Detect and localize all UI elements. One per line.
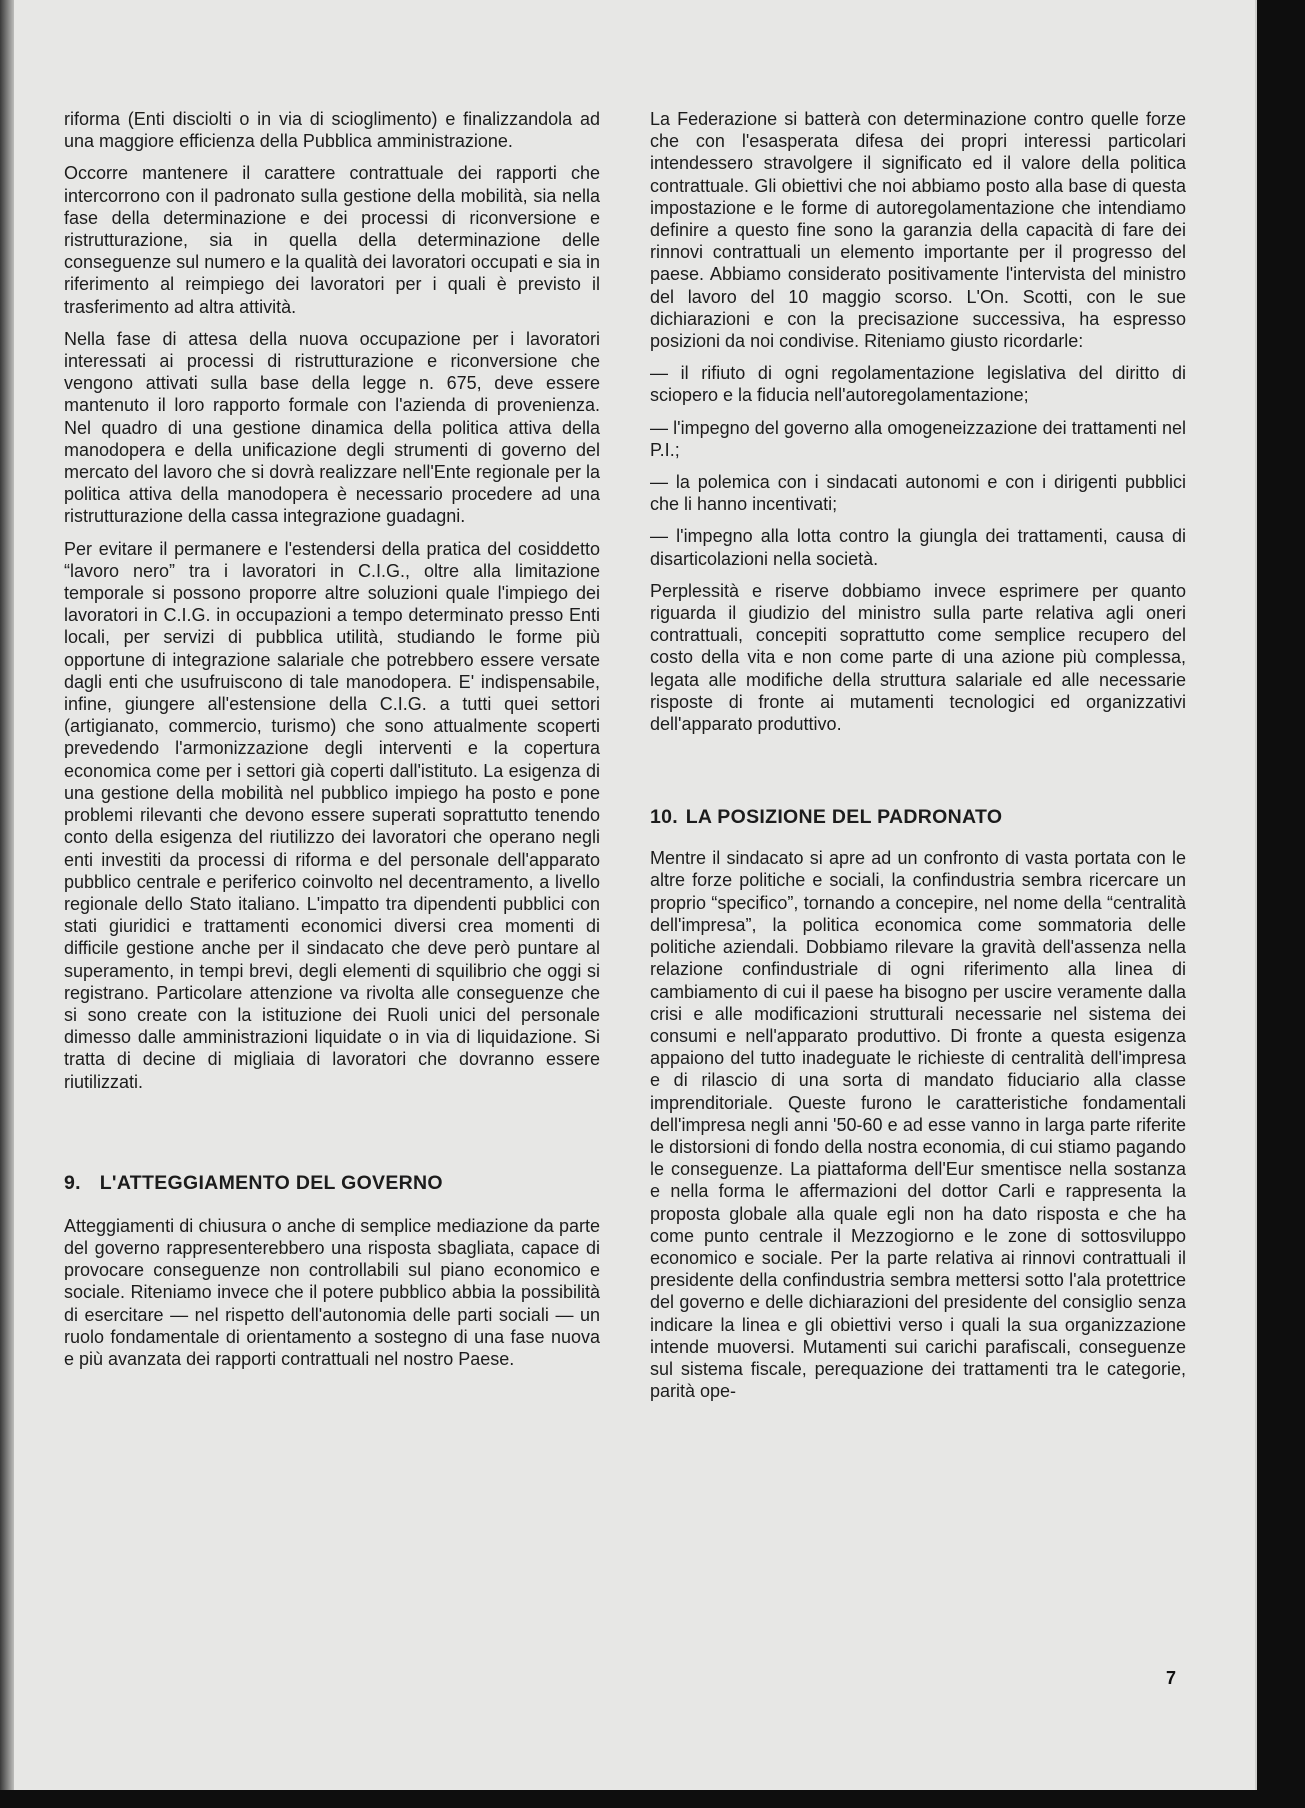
paragraph: Per evitare il permanere e l'estendersi della pratica del cosiddetto “lavoro nero” tra i lavoratori in C.I.G., oltre alla limitazione temporale si possono proporre altre soluzioni quale l'impiego dei lavoratori in C.I.G. in occupazioni a tempo determinato presso Enti locali, per servizi di pubblica utilità, studiando le forme più opportune di integrazione salariale che potrebbero essere versate dagli enti che usufruiscono di tale manodopera. E' indispensabile, infine, giungere all'estensione della C.I.G. a tutti quei settori (artigianato, commercio, turismo) che sono attualmente scoperti prevedendo l'armonizzazione degli interventi e la copertura economica come per i settori già coperti dall'istituto. La esigenza di una gestione della mobilità nel pubblico impiego ha posto e pone problemi rilevanti che devono essere superati soprattutto tenendo conto della esigenza del riutilizzo dei lavoratori che operano negli enti investiti da processi di riforma e del personale dell'apparato pubblico centrale e periferico coinvolto nel decentramento, a livello regionale dello Stato italiano. L'impatto tra dipendenti pubblici con stati giuridici e trattamenti economici diversi crea momenti di difficile gestione anche per il sindacato che deve però puntare al superamento, in tempi brevi, degli elementi di squilibrio che oggi si registrano. Particolare attenzione va rivolta alle conseguenze che si sono create con la istituzione dei Ruoli unici del personale dimesso dalle amministrazioni liquidate o in via di liquidazione. Si tratta di decine di migliaia di lavoratori che dovranno essere riutilizzati. — [64, 538, 600, 1092]
page-spine-shadow — [0, 0, 14, 1790]
paragraph: Atteggiamenti di chiusura o anche di semplice mediazione da parte del governo rappresenterebbero una risposta sbagliata, capace di provocare conseguenze non controllabili sul piano economico e sociale. Riteniamo invece che il potere pubblico abbia la possibilità di esercitare — nel rispetto dell'autonomia delle parti sociali — un ruolo fondamentale di orientamento a sostegno di una fase nuova e più avanzata dei rapporti contrattuali nel nostro Paese. — [64, 1215, 600, 1369]
section-heading-9 — [64, 1171, 600, 1195]
section-title: L'ATTEGGIAMENTO DEL GOVERNO — [99, 1171, 443, 1194]
list-item: — l'impegno del governo alla omogeneizzazione dei trattamenti nel P.I.; — [650, 417, 1186, 460]
paragraph: riforma (Enti disciolti o in via di scioglimento) e finalizzandola ad una maggiore efficienza della Pubblica amministrazione. — [64, 109, 600, 152]
paragraph: Nella fase di attesa della nuova occupazione per i lavoratori interessati ai processi di ristrutturazione e riconversione che vengono attivati sulla base della legge n. 675, deve essere mantenuto il loro rapporto formale con l'azienda di provenienza. Nel quadro di una gestione dinamica della politica attiva della manodopera e della unificazione degli strumenti di governo del mercato del lavoro che si dovrà realizzare nell'Ente regionale per la politica attiva della manodopera è necessario procedere ad una ristrutturazione della cassa integrazione guadagni. — [64, 328, 600, 527]
section-title: LA POSIZIONE DEL PADRONATO — [685, 806, 1003, 829]
left-column — [64, 108, 600, 1380]
page-number: 7 — [1166, 1668, 1177, 1688]
paragraph: Mentre il sindacato si apre ad un confronto di vasta portata con le altre forze politiche e sociali, la confindustria sembra ricercare un proprio “specifico”, tornando a concepire, nel nome della “centralità dell'impresa”, la politica economica come sommatoria delle politiche aziendali. Dobbiamo rilevare la gravità dell'assenza nella relazione confindustriale di ogni riferimento alla linea di cambiamento di cui il paese ha bisogno per uscire veramente dalla crisi e alle modificazioni strutturali necessarie nel sistema dei consumi e nell'apparato produttivo. Di fronte a questa esigenza appaiono del tutto inadeguate le richieste di centralità dell'impresa e di rilascio di una sorta di mandato fiduciario alla classe imprenditoriale. Queste furono le caratteristiche fondamentali dell'impresa negli anni '50-60 e ad esse vanno in larga parte riferite le distorsioni di fondo della nostra economia, di cui stiamo pagando le conseguenze. La piattaforma dell'Eur smentisce nella sostanza e nella forma le affermazioni del dottor Carli e rappresenta la proposta globale alla quale egli non ha dato risposta e che ha come punto centrale il Mezzogiorno e le zone di sottosviluppo economico e sociale. Per la parte relativa ai rinnovi contrattuali il presidente della confindustria sembra mettersi sotto l'ala protettrice del governo e delle dichiarazioni del presidente del consiglio senza indicare la linea e gli obiettivi verso i quali la sua organizzazione intende muoversi. Mutamenti sui carichi parafiscali, conseguenze sul sistema fiscale, perequazione dei trattamenti tra le categorie, parità ope- — [650, 848, 1186, 1402]
paragraph: Occorre mantenere il carattere contrattuale dei rapporti che intercorrono con il padronato sulla gestione della mobilità, sia nella fase della determinazione e dei processi di riconversione e ristrutturazione, sia in quella della determinazione delle conseguenze sul numero e la qualità dei lavoratori occupati e sia in riferimento al reimpiego dei lavoratori per i quali è previsto il trasferimento ad altra attività. — [64, 163, 600, 317]
list-item: — l'impegno alla lotta contro la giungla dei trattamenti, causa di disarticolazioni nella società. — [650, 526, 1186, 569]
list-item: — la polemica con i sindacati autonomi e con i dirigenti pubblici che li hanno incentivati; — [650, 472, 1186, 515]
paragraph: Perplessità e riserve dobbiamo invece esprimere per quanto riguarda il giudizio del ministro sulla parte relativa agli oneri contrattuali, concepiti soprattutto come semplice recupero del costo della vita e non come parte di una azione più complessa, legata alle modifiche della struttura salariale ed alle necessarie risposte di fronte ai mutamenti tecnologici ed organizzativi dell'apparato produttivo. — [650, 580, 1186, 735]
right-column — [650, 108, 1186, 1412]
paragraph: La Federazione si batterà con determinazione contro quelle forze che con l'esasperata difesa dei propri interessi particolari intendessero stravolgere il significato ed il valore della politica contrattuale. Gli obiettivi che noi abbiamo posto alla base di questa impostazione e le forme di autoregolamentazione che intendiamo definire a questo fine sono la garanzia della capacità di fare dei rinnovi contrattuali un elemento importante per il progresso del paese. Abbiamo considerato positivamente l'intervista del ministro del lavoro del 10 maggio scorso. L'On. Scotti, con le sue dichiarazioni e con la precisazione successiva, ha espresso posizioni da noi condivise. Riteniamo giusto ricordarle: — [650, 109, 1186, 352]
section-number: 9. — [64, 1171, 81, 1194]
list-item: — il rifiuto di ogni regolamentazione legislativa del diritto di sciopero e la fiducia nell'autoregolamentazione; — [650, 363, 1186, 406]
section-heading-10 — [650, 805, 1186, 829]
section-number: 10. — [650, 806, 679, 829]
